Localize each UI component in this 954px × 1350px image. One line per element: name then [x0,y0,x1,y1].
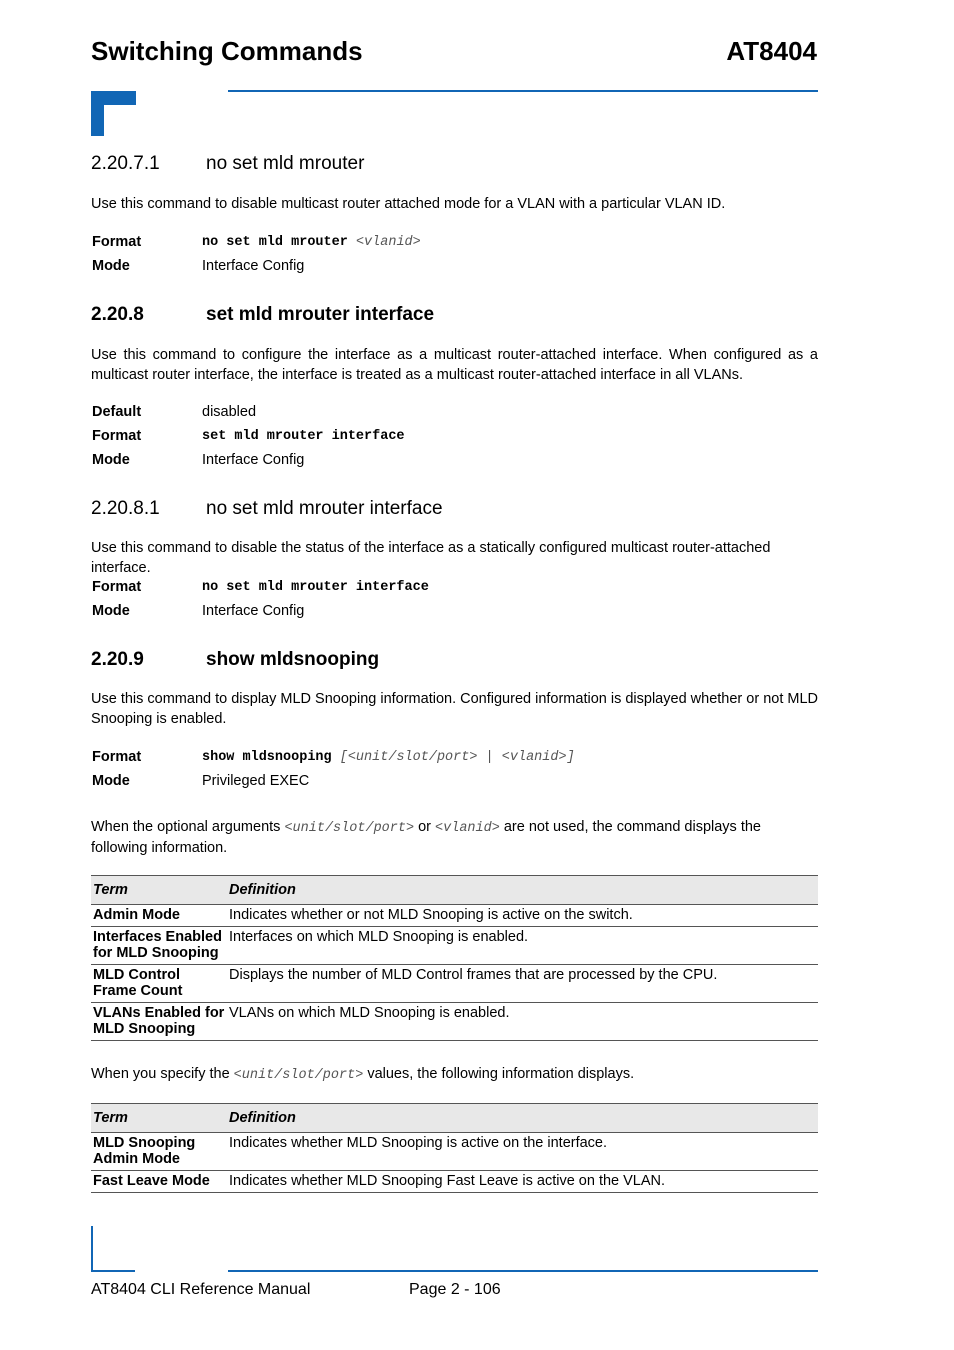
term-cell: MLD Snooping Admin Mode [91,1133,227,1171]
header-product-name: AT8404 [726,36,817,66]
header-section-title: Switching Commands [91,36,363,66]
format-label: Format [92,234,142,250]
table-header-row [91,1104,818,1133]
section-number: 2.20.9 [91,649,144,670]
table-row [91,1133,818,1171]
format-label: Format [92,579,142,595]
mode-label: Mode [92,452,130,468]
section-title: set mld mrouter interface [206,304,435,325]
section-title: no set mld mrouter interface [206,498,443,519]
table-row [91,965,818,1003]
format-command: show mldsnooping [<unit/slot/port> | <vlanid>] [202,750,575,765]
section-heading [91,649,379,671]
definition-table-port [91,1103,818,1193]
footer-rule [228,1270,818,1272]
term-cell: MLD Control Frame Count [91,965,227,1003]
definition-cell: Indicates whether MLD Snooping Fast Leave is active on the VLAN. [227,1171,818,1193]
mode-value: Interface Config [202,452,305,468]
section-title: show mldsnooping [206,649,380,670]
section-description: Use this command to disable the status of the interface as a statically configured multicast router-attached interface. [91,540,771,576]
table-header-row [91,876,818,905]
mode-value: Privileged EXEC [202,773,310,789]
mode-value: Interface Config [202,258,305,274]
section-description: Use this command to configure the interface as a multicast router-attached interface. When configured as a multicast router interface, the interface is treated as a multicast router-attached interface in all VLANs. [91,347,818,383]
format-label: Format [92,428,142,444]
section-number: 2.20.8 [91,304,144,325]
section-number: 2.20.7.1 [91,153,160,174]
mode-label: Mode [92,773,130,789]
footer-corner-vertical [91,1226,93,1272]
header-rule [228,90,818,92]
format-command: set mld mrouter interface [202,429,405,444]
mode-label: Mode [92,258,130,274]
footer-corner-horizontal [91,1270,135,1272]
table-row [91,905,818,927]
section-number: 2.20.8.1 [91,498,160,519]
column-header-definition: Definition [227,876,818,905]
term-cell: Fast Leave Mode [91,1171,227,1193]
definition-cell: Displays the number of MLD Control frames that are processed by the CPU. [227,965,818,1003]
corner-mark-horizontal [91,91,136,105]
table-row [91,1003,818,1041]
definition-cell: Indicates whether or not MLD Snooping is active on the switch. [227,905,818,927]
column-header-term: Term [91,1104,227,1133]
column-header-term: Term [91,876,227,905]
section-description: Use this command to display MLD Snooping information. Configured information is displayed whether or not MLD Snooping is enabled. [91,691,818,727]
column-header-definition: Definition [227,1104,818,1133]
format-label: Format [92,749,142,765]
definition-cell: Interfaces on which MLD Snooping is enabled. [227,927,818,965]
section-heading [91,153,364,175]
arguments-note: When the optional arguments <unit/slot/port> or <vlanid> are not used, the command displays the following information. [91,819,761,856]
footer-page-number: Page 2 - 106 [409,1281,501,1298]
table-row [91,927,818,965]
default-label: Default [92,404,142,420]
mode-value: Interface Config [202,603,305,619]
term-cell: Interfaces Enabled for MLD Snooping [91,927,227,965]
format-command: no set mld mrouter <vlanid> [202,235,421,250]
default-value: disabled [202,404,257,420]
section-heading [91,498,443,520]
term-cell: Admin Mode [91,905,227,927]
mode-label: Mode [92,603,130,619]
section-title: no set mld mrouter [206,153,365,174]
definition-cell: VLANs on which MLD Snooping is enabled. [227,1003,818,1041]
definition-cell: Indicates whether MLD Snooping is active on the interface. [227,1133,818,1171]
footer-manual-title: AT8404 CLI Reference Manual [91,1281,311,1298]
term-cell: VLANs Enabled for MLD Snooping [91,1003,227,1041]
format-command: no set mld mrouter interface [202,580,429,595]
table-row [91,1171,818,1193]
definition-table-summary [91,875,818,1041]
section-heading [91,304,434,326]
port-values-note: When you specify the <unit/slot/port> values, the following information displays. [91,1066,635,1083]
section-description: Use this command to disable multicast router attached mode for a VLAN with a particular VLAN ID. [91,196,726,212]
